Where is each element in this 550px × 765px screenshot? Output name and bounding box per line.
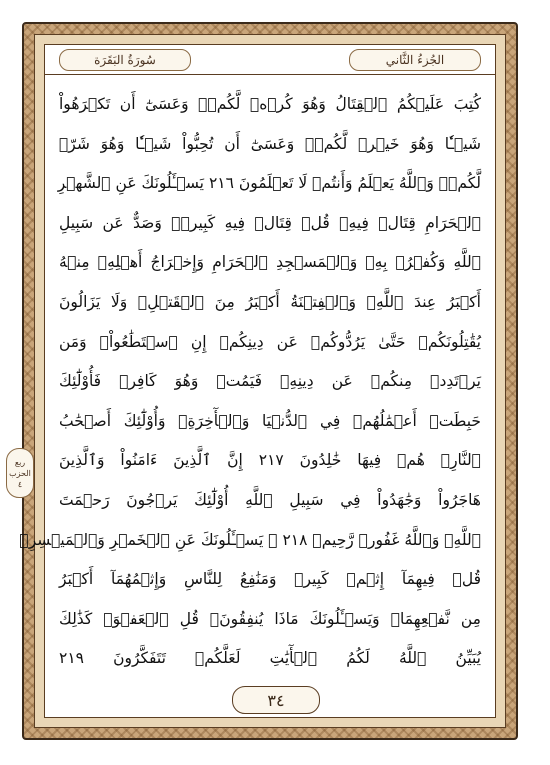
text-line: قُلۡ فِيهِمَآ إِثۡمٞ كَبِيرٞ وَمَنَٰفِعُ لِلنَّاسِ وَإِثۡمُهُمَآ أَكۡبَرُ: [59, 570, 481, 589]
hizb-number: ٤: [17, 479, 23, 489]
text-line: يُبَيِّنُ ٱللَّهُ لَكُمُ ٱلۡأٓيَٰتِ لَعَلَّكُمۡ تَتَفَكَّرُونَ ٢١٩: [59, 649, 481, 668]
text-line: كُتِبَ عَلَيۡكُمُ ٱلۡقِتَالُ وَهُوَ كُرۡهٞ لَّكُمۡۖ وَعَسَىٰٓ أَن تَكۡرَهُواْ: [59, 95, 481, 113]
text-line: شَيۡـٔٗا وَهُوَ خَيۡرٞ لَّكُمۡۖ وَعَسَىٰٓ أَن تُحِبُّواْ شَيۡـٔٗا وَهُوَ شَرّٞ: [59, 134, 481, 153]
page-number: ٣٤: [232, 686, 320, 714]
hizb-quarter-label: ربع: [14, 457, 26, 467]
juz-name-label: الجُزءُ الثَّاني: [349, 49, 481, 71]
text-line: يُقَٰتِلُونَكُمۡ حَتَّىٰ يَرُدُّوكُمۡ عَن دِينِكُمۡ إِنِ ٱسۡتَطَٰعُواْۚ وَمَن: [59, 332, 481, 351]
hizb-label: الحزب: [9, 468, 31, 478]
text-line: يَرۡتَدِدۡ مِنكُمۡ عَن دِينِهِۦ فَيَمُتۡ وَهُوَ كَافِرٞ فَأُوْلَٰٓئِكَ: [59, 372, 481, 391]
text-line: حَبِطَتۡ أَعۡمَٰلُهُمۡ فِي ٱلدُّنۡيَا وَٱلۡأٓخِرَةِۖ وَأُوْلَٰٓئِكَ أَصۡحَٰبُ: [59, 411, 481, 430]
text-line: لَّكُمۡۚ وَٱللَّهُ يَعۡلَمُ وَأَنتُمۡ لَا تَعۡلَمُونَ ٢١٦ يَسۡـَٔلُونَكَ عَنِ ٱلشَّهۡرِ: [57, 174, 481, 193]
text-line: ٱللَّهِ وَكُفۡرُۢ بِهِۦ وَٱلۡمَسۡجِدِ ٱلۡحَرَامِ وَإِخۡرَاجُ أَهۡلِهِۦ مِنۡهُ: [59, 253, 481, 272]
text-line: هَاجَرُواْ وَجَٰهَدُواْ فِي سَبِيلِ ٱللَّهِ أُوْلَٰٓئِكَ يَرۡجُونَ رَحۡمَتَ: [59, 490, 481, 509]
text-line: ٱللَّهِۚ وَٱللَّهُ غَفُورٞ رَّحِيمٞ ٢١٨ ۞ يَسۡـَٔلُونَكَ عَنِ ٱلۡخَمۡرِ وَٱلۡمَيۡسِرِۖ: [19, 530, 481, 549]
text-line: ٱلنَّارِۖ هُمۡ فِيهَا خَٰلِدُونَ ٢١٧ إِنَّ ٱلَّذِينَ ءَامَنُواْ وَٱلَّذِينَ: [59, 451, 481, 470]
text-line: مِن نَّفۡعِهِمَاۗ وَيَسۡـَٔلُونَكَ مَاذَا يُنفِقُونَۖ قُلِ ٱلۡعَفۡوَۗ كَذَٰلِكَ: [59, 609, 481, 628]
text-line: ٱلۡحَرَامِ قِتَالٖ فِيهِۖ قُلۡ قِتَالٞ فِيهِ كَبِيرٞۚ وَصَدٌّ عَن سَبِيلِ: [59, 213, 481, 232]
text-line: أَكۡبَرُ عِندَ ٱللَّهِۚ وَٱلۡفِتۡنَةُ أَكۡبَرُ مِنَ ٱلۡقَتۡلِۗ وَلَا يَزَالُونَ: [59, 292, 481, 311]
hizb-marker: [6, 448, 34, 498]
surah-name-label: سُورَةُ البَقَرَة: [59, 49, 191, 71]
page-header: [45, 45, 495, 75]
